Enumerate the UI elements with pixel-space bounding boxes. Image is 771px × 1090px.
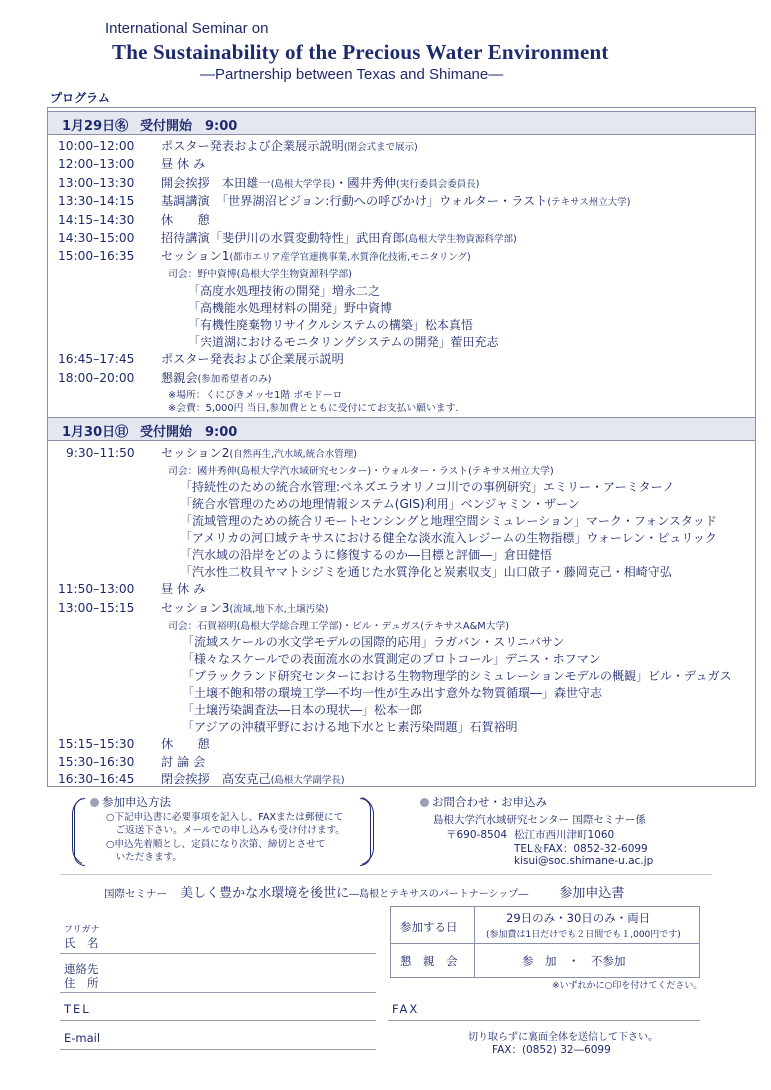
day1-date: 1月29日㊔ [62,119,129,134]
application-bullet: ○下記申込書に必要事項を記入し、FAXまたは郵便にて [106,812,344,823]
row-desc: 昼 休 み [161,582,206,596]
tel-label: TEL [64,1002,91,1016]
row-time: 10:00–12:00 [58,139,135,153]
day2-date: 1月30日㊐ [62,425,129,440]
party-options[interactable]: 参 加 ・ 不参加 [522,954,626,968]
bullet-dot-icon [90,798,99,807]
session1-chair: 司会：野中資博(島根大学生物資源科学部) [168,269,352,280]
party-venue-note: ※場所：くにびきメッセ1階 ポモドーロ [168,390,343,401]
application-bullet: ご返送下さい。メールでの申し込みも受け付けます。 [106,825,345,836]
address-label-2: 住 所 [64,976,99,990]
row-desc: 討 論 会 [161,755,206,769]
program-frame [47,107,756,787]
row-time: 15:15–15:30 [58,737,135,751]
session2-talk: 「統合水管理のための地理情報システム(GIS)利用」ベンジャミン・ザーン [180,497,580,511]
seminar-title: The Sustainability of the Precious Water Environment [112,40,609,64]
row-time: 14:15–14:30 [58,213,135,227]
row-desc: 休 憩 [161,737,210,751]
address-label-1: 連絡先 [64,962,99,976]
session3-talk: 「土壌汚染調査法―日本の現状―」松本一郎 [182,703,423,717]
fax-line[interactable] [388,1020,700,1021]
session2-talk: 「流域管理のための統合リモートセンシングと地理空間シミュレーション」マーク・フォンスタッド [180,514,717,528]
contact-email[interactable]: kisui@soc.shimane-u.ac.jp [514,855,654,867]
row-time: 15:00–16:35 [58,249,135,263]
send-fax: FAX：(0852) 32―6099 [492,1044,611,1056]
day2-header [48,417,755,441]
row-desc: 開会挨拶 本田雄一(島根大学学長)・國井秀伸(実行委員会委員長) [161,176,480,190]
contact-tel: TEL＆FAX：0852-32-6099 [514,843,648,855]
row-time: 14:30–15:00 [58,231,135,245]
row-desc: 基調講演 「世界湖沼ビジョン:行動への呼びかけ」ウォルター・ラスト(テキサス州立大学) [161,194,631,208]
row-time: 16:45–17:45 [58,352,135,366]
session2-talk: 「持続性のための統合水管理:ベネズエラオリノコ川での事例研究」エミリー・アーミターノ [180,480,675,494]
session1-talk: 「高機能水処理材料の開発」野中資博 [188,301,393,315]
contact-org: 島根大学汽水域研究センター 国際セミナー係 [433,814,646,826]
form-heading: 国際セミナー 美しく豊かな水環境を後世に―島根とテキサスのパートナーシップ― 参加申込書 [104,886,625,901]
row-desc: 招待講演「斐伊川の水質変動特性」武田育郎(島根大学生物資源科学部) [161,231,517,245]
send-note: 切り取らずに裏面全体を送信して下さい。 [468,1032,658,1043]
application-title: 参加申込方法 [90,794,171,810]
seminar-intro: International Seminar on [105,20,269,37]
row-desc: ポスター発表および企業展示説明 [161,352,344,366]
address-line[interactable] [60,992,376,993]
session1-talk: 「宍道湖におけるモニタリングシステムの開発」蒮田充志 [188,335,499,349]
row-desc: ポスター発表および企業展示説明(閉会式まで展示) [161,139,418,153]
row-desc: セッション1(都市エリア産学官連携事業,水質浄化技術,モニタリング) [161,249,471,263]
furigana-label: フリガナ [64,925,100,935]
program-label: プログラム [50,91,110,105]
application-bullet: ○申込先着順とし、定員になり次第、締切とさせて [106,839,326,850]
session3-talk: 「様々なスケールでの表面流水の水質測定のプロトコール」デニス・ホフマン [182,652,601,666]
email-label: E-mail [64,1031,101,1045]
attend-fee-note: (参加費は1日だけでも２日間でも１,000円です) [486,930,681,940]
row-time: 13:00–13:30 [58,176,135,190]
attend-day-label: 参加する日 [400,920,458,934]
bracket-right [360,798,371,866]
contact-address: 松江市西川津町1060 [514,829,615,841]
name-label: 氏 名 [64,936,99,950]
mark-note: ※いずれかに○印を付けてください。 [552,981,703,991]
attend-day-options[interactable]: 29日のみ・30日のみ・両日 [506,911,651,925]
name-line[interactable] [60,953,376,954]
party-fee-note: ※会費：5,000円 当日,参加費とともに受付にてお支払い願います. [168,403,459,414]
email-line[interactable] [60,1049,376,1050]
cut-line [60,874,712,875]
row-desc: 昼 休 み [161,157,206,171]
day1-reception: 受付開始 9:00 [140,119,238,134]
session1-talk: 「有機性廃棄物リサイクルシステムの構築」松本真悟 [188,318,473,332]
row-time: 11:50–13:00 [58,582,135,596]
row-time: 9:30–11:50 [66,446,135,460]
row-time: 12:00–13:00 [58,157,135,171]
day2-reception: 受付開始 9:00 [140,425,238,440]
row-time: 18:00–20:00 [58,371,135,385]
session3-talk: 「アジアの沖積平野における地下水とヒ素汚染問題」石賀裕明 [182,720,518,734]
bracket-left [74,798,85,866]
session3-chair: 司会：石賀裕明(島根大学総合理工学部)・ビル・デュガス(テキサスA&M大学) [168,621,510,632]
party-label: 懇 親 会 [400,954,458,968]
row-time: 15:30–16:30 [58,755,135,769]
session2-talk: 「汽水域の沿岸をどのように修復するのか―目標と評価―」倉田健悟 [180,548,553,562]
contact-title: お問合わせ・お申込み [420,794,547,810]
row-desc: セッション3(流域,地下水,土壌汚染) [161,601,329,615]
row-desc: 休 憩 [161,213,210,227]
bullet-dot-icon [420,798,429,807]
session1-talk: 「高度水処理技術の開発」増永二之 [188,284,381,298]
row-desc: 閉会挨拶 高安克己(島根大学副学長) [161,772,345,786]
seminar-subtitle: —Partnership between Texas and Shimane— [200,66,504,83]
session3-talk: 「ブラックランド研究センターにおける生物物理学的シミュレーションモデルの概観」ビル・デュガス [182,669,732,683]
fax-label: FAX [392,1002,420,1016]
row-desc: セッション2(自然再生,汽水域,統合水管理) [161,446,357,460]
session3-talk: 「土壌不飽和帯の環境工学―不均一性が生み出す意外な物質循環―」森世守志 [182,686,603,700]
session2-talk: 「アメリカの河口域テキサスにおける健全な淡水流入レジームの生物指標」ウォーレン・ピュリック [180,531,717,545]
tel-line[interactable] [60,1020,376,1021]
row-time: 16:30–16:45 [58,772,135,786]
row-time: 13:30–14:15 [58,194,135,208]
row-time: 13:00–15:15 [58,601,135,615]
session2-chair: 司会：國井秀伸(島根大学汽水域研究センター)・ウォルター・ラスト(テキサス州立大学) [168,466,554,477]
session3-talk: 「流域スケールの水文学モデルの国際的応用」ラガバン・スリニバサン [182,635,565,649]
row-desc: 懇親会(参加希望者のみ) [161,371,272,385]
contact-zip: 〒690-8504 [446,829,508,841]
session2-talk: 「汽水性二枚貝ヤマトシジミを通じた水質浄化と炭素収支」山口啟子・藤岡克己・相崎守弘 [180,565,672,579]
application-bullet: いただきます。 [106,852,182,863]
day1-header [48,111,755,135]
